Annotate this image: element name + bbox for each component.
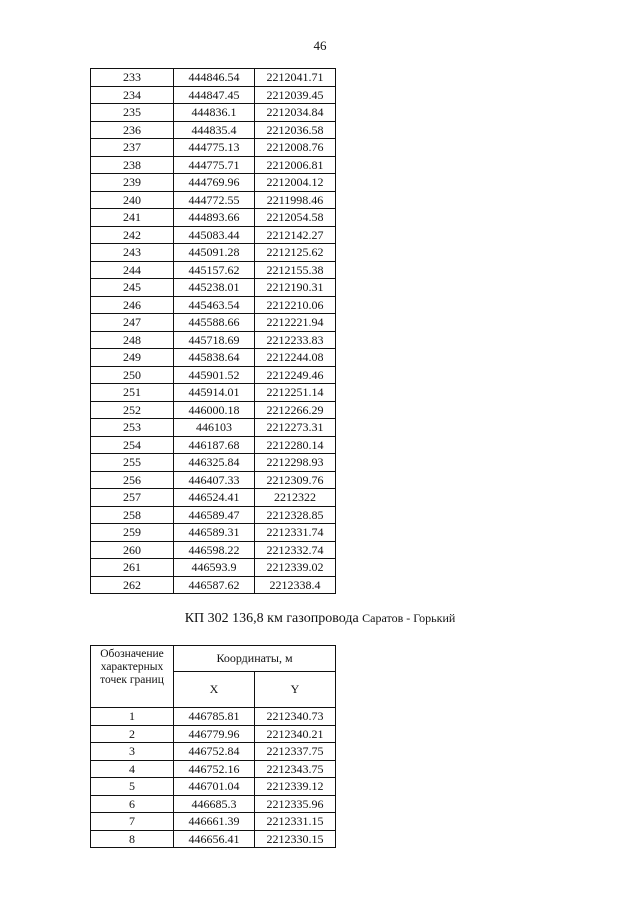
y-coordinate-cell: 2212142.27: [255, 226, 336, 244]
page-number: 46: [313, 38, 327, 53]
table-row: [91, 813, 336, 831]
table-row: [91, 506, 336, 524]
x-coordinate-cell: 446589.31: [174, 524, 255, 542]
point-number-cell: 1: [91, 708, 174, 726]
y-coordinate-cell: 2212338.4: [255, 576, 336, 594]
coordinates-table-header: [91, 646, 336, 708]
x-coordinate-cell: 444775.13: [174, 139, 255, 157]
table-row: [91, 559, 336, 577]
table-row: [91, 139, 336, 157]
x-coordinate-cell: 446587.62: [174, 576, 255, 594]
table-row: [91, 743, 336, 761]
table-row: [91, 156, 336, 174]
x-coordinate-cell: 446685.3: [174, 795, 255, 813]
table-row: [91, 760, 336, 778]
table-row: [91, 261, 336, 279]
y-coordinate-cell: 2212331.15: [255, 813, 336, 831]
point-number-cell: 236: [91, 121, 174, 139]
point-number-cell: 2: [91, 725, 174, 743]
y-coordinate-cell: 2212298.93: [255, 454, 336, 472]
x-coordinate-cell: 445588.66: [174, 314, 255, 332]
point-number-cell: 3: [91, 743, 174, 761]
point-number-cell: 238: [91, 156, 174, 174]
x-coordinate-cell: 445838.64: [174, 349, 255, 367]
table-row: [91, 401, 336, 419]
y-coordinate-cell: 2212041.71: [255, 69, 336, 87]
y-coordinate-cell: 2212039.45: [255, 86, 336, 104]
x-coordinate-cell: 444772.55: [174, 191, 255, 209]
y-coordinate-cell: 2212125.62: [255, 244, 336, 262]
x-coordinate-cell: 445914.01: [174, 384, 255, 402]
point-number-cell: 7: [91, 813, 174, 831]
point-number-cell: 8: [91, 830, 174, 848]
y-coordinate-cell: 2212249.46: [255, 366, 336, 384]
x-coordinate-cell: 446187.68: [174, 436, 255, 454]
coordinates-table-body: [91, 69, 336, 594]
table-row: [91, 226, 336, 244]
y-coordinate-cell: 2212190.31: [255, 279, 336, 297]
table-row: [91, 314, 336, 332]
section-title: [0, 611, 640, 627]
point-number-cell: 249: [91, 349, 174, 367]
x-coordinate-cell: 445091.28: [174, 244, 255, 262]
table-row: [91, 471, 336, 489]
header-coordinates: Координаты, м: [174, 646, 336, 672]
x-coordinate-cell: 446656.41: [174, 830, 255, 848]
table-row: [91, 86, 336, 104]
y-coordinate-cell: 2212340.73: [255, 708, 336, 726]
point-number-cell: 260: [91, 541, 174, 559]
point-number-cell: 252: [91, 401, 174, 419]
header-y: Y: [255, 672, 336, 708]
x-coordinate-cell: 446407.33: [174, 471, 255, 489]
x-coordinate-cell: 444893.66: [174, 209, 255, 227]
section-title-suffix: Саратов - Горький: [362, 611, 456, 625]
point-number-cell: 250: [91, 366, 174, 384]
header-x: X: [174, 672, 255, 708]
point-number-cell: 234: [91, 86, 174, 104]
point-number-cell: 257: [91, 489, 174, 507]
point-number-cell: 244: [91, 261, 174, 279]
x-coordinate-cell: 446103: [174, 419, 255, 437]
table-row: [91, 725, 336, 743]
point-number-cell: 262: [91, 576, 174, 594]
y-coordinate-cell: 2212340.21: [255, 725, 336, 743]
table-row: [91, 69, 336, 87]
y-coordinate-cell: 2212244.08: [255, 349, 336, 367]
point-number-cell: 253: [91, 419, 174, 437]
x-coordinate-cell: 445901.52: [174, 366, 255, 384]
point-number-cell: 239: [91, 174, 174, 192]
point-number-cell: 4: [91, 760, 174, 778]
x-coordinate-cell: 446701.04: [174, 778, 255, 796]
x-coordinate-cell: 444769.96: [174, 174, 255, 192]
x-coordinate-cell: 445718.69: [174, 331, 255, 349]
point-number-cell: 241: [91, 209, 174, 227]
table-row: [91, 279, 336, 297]
table-row: [91, 209, 336, 227]
y-coordinate-cell: 2212036.58: [255, 121, 336, 139]
y-coordinate-cell: 2212155.38: [255, 261, 336, 279]
point-number-cell: 233: [91, 69, 174, 87]
x-coordinate-cell: 446598.22: [174, 541, 255, 559]
x-coordinate-cell: 444847.45: [174, 86, 255, 104]
table-row: [91, 384, 336, 402]
table-row: [91, 524, 336, 542]
coordinates-table-body: [91, 708, 336, 848]
y-coordinate-cell: 2212328.85: [255, 506, 336, 524]
x-coordinate-cell: 446779.96: [174, 725, 255, 743]
y-coordinate-cell: 2212335.96: [255, 795, 336, 813]
table-row: [91, 419, 336, 437]
point-number-cell: 237: [91, 139, 174, 157]
y-coordinate-cell: 2212343.75: [255, 760, 336, 778]
table-row: [91, 349, 336, 367]
x-coordinate-cell: 446593.9: [174, 559, 255, 577]
table-row: [91, 331, 336, 349]
y-coordinate-cell: 2212332.74: [255, 541, 336, 559]
point-number-cell: 6: [91, 795, 174, 813]
x-coordinate-cell: 446524.41: [174, 489, 255, 507]
x-coordinate-cell: 444836.1: [174, 104, 255, 122]
x-coordinate-cell: 446661.39: [174, 813, 255, 831]
x-coordinate-cell: 445238.01: [174, 279, 255, 297]
x-coordinate-cell: 446785.81: [174, 708, 255, 726]
table-row: [91, 454, 336, 472]
point-number-cell: 254: [91, 436, 174, 454]
x-coordinate-cell: 445157.62: [174, 261, 255, 279]
y-coordinate-cell: 2212251.14: [255, 384, 336, 402]
x-coordinate-cell: 444835.4: [174, 121, 255, 139]
point-number-cell: 259: [91, 524, 174, 542]
point-number-cell: 246: [91, 296, 174, 314]
point-number-cell: 255: [91, 454, 174, 472]
point-number-cell: 242: [91, 226, 174, 244]
y-coordinate-cell: 2212273.31: [255, 419, 336, 437]
y-coordinate-cell: 2212309.76: [255, 471, 336, 489]
point-number-cell: 243: [91, 244, 174, 262]
point-number-cell: 240: [91, 191, 174, 209]
coordinates-table-kp302: [90, 645, 336, 848]
table-row: [91, 489, 336, 507]
y-coordinate-cell: 2212331.74: [255, 524, 336, 542]
point-number-cell: 235: [91, 104, 174, 122]
table-row: [91, 296, 336, 314]
y-coordinate-cell: 2212339.02: [255, 559, 336, 577]
table-row: [91, 191, 336, 209]
table-row: [91, 708, 336, 726]
y-coordinate-cell: 2212008.76: [255, 139, 336, 157]
y-coordinate-cell: 2212337.75: [255, 743, 336, 761]
table-row: [91, 366, 336, 384]
y-coordinate-cell: 2212330.15: [255, 830, 336, 848]
x-coordinate-cell: 445463.54: [174, 296, 255, 314]
point-number-cell: 258: [91, 506, 174, 524]
table-row: [91, 778, 336, 796]
table-row: [91, 121, 336, 139]
header-point-label: Обозначение характерных точек границ: [91, 646, 174, 708]
y-coordinate-cell: 2212221.94: [255, 314, 336, 332]
point-number-cell: 5: [91, 778, 174, 796]
coordinates-table-continued: [90, 68, 336, 594]
section-title-main: КП 302 136,8 км газопровода: [184, 611, 359, 626]
x-coordinate-cell: 446752.84: [174, 743, 255, 761]
y-coordinate-cell: 2212280.14: [255, 436, 336, 454]
point-number-cell: 256: [91, 471, 174, 489]
y-coordinate-cell: 2212266.29: [255, 401, 336, 419]
point-number-cell: 251: [91, 384, 174, 402]
point-number-cell: 247: [91, 314, 174, 332]
y-coordinate-cell: 2211998.46: [255, 191, 336, 209]
x-coordinate-cell: 446752.16: [174, 760, 255, 778]
y-coordinate-cell: 2212034.84: [255, 104, 336, 122]
x-coordinate-cell: 446000.18: [174, 401, 255, 419]
table-row: [91, 436, 336, 454]
y-coordinate-cell: 2212233.83: [255, 331, 336, 349]
table-row: [91, 541, 336, 559]
x-coordinate-cell: 446325.84: [174, 454, 255, 472]
y-coordinate-cell: 2212210.06: [255, 296, 336, 314]
table-row: [91, 576, 336, 594]
y-coordinate-cell: 2212322: [255, 489, 336, 507]
y-coordinate-cell: 2212004.12: [255, 174, 336, 192]
x-coordinate-cell: 444775.71: [174, 156, 255, 174]
x-coordinate-cell: 445083.44: [174, 226, 255, 244]
table-row: [91, 795, 336, 813]
y-coordinate-cell: 2212339.12: [255, 778, 336, 796]
table-row: [91, 174, 336, 192]
x-coordinate-cell: 446589.47: [174, 506, 255, 524]
point-number-cell: 248: [91, 331, 174, 349]
y-coordinate-cell: 2212054.58: [255, 209, 336, 227]
table-row: [91, 830, 336, 848]
point-number-cell: 245: [91, 279, 174, 297]
y-coordinate-cell: 2212006.81: [255, 156, 336, 174]
point-number-cell: 261: [91, 559, 174, 577]
table-row: [91, 244, 336, 262]
table-row: [91, 104, 336, 122]
x-coordinate-cell: 444846.54: [174, 69, 255, 87]
